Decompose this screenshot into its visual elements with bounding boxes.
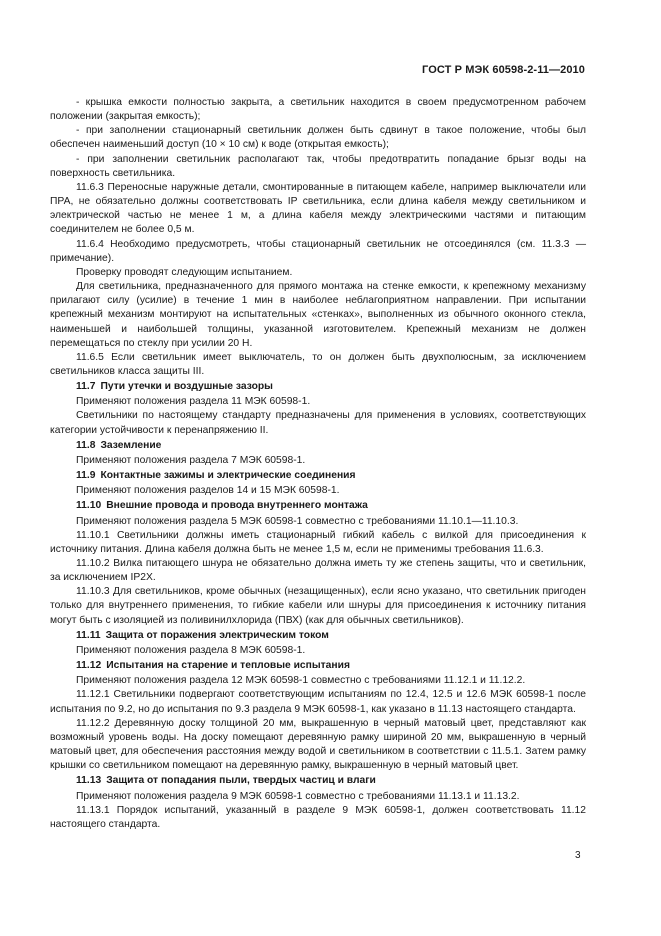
section-title: Защита от поражения электрическим током — [105, 629, 329, 641]
section-number: 11.12 — [76, 660, 102, 672]
section-heading-11-8 — [50, 439, 586, 453]
section-title: Защита от попадания пыли, твердых частиц и влаги — [106, 775, 376, 787]
section-title: Контактные зажимы и электрические соединения — [100, 470, 356, 482]
paragraph: Применяют положения раздела 12 МЭК 60598-1 совместно с требованиями 11.12.1 и 11.12.2. — [76, 675, 526, 687]
paragraph: 11.6.3 Переносные наружные детали, смонтированные в питающем кабеле, например выключатели или ПРА, не обязательно должны соответствовать IP светильника, если длина кабеля между светильником и электрической частью не менее 1 м, а длина кабеля между электрическими частями и питающим соединителем не более 0,5 м. — [50, 181, 586, 236]
section-heading-11-13 — [50, 774, 586, 788]
paragraph: Светильники по настоящему стандарту предназначены для применения в условиях, соответствующих категории устойчивости к перенапряжению II. — [50, 410, 586, 436]
section-heading-11-9 — [50, 469, 586, 483]
section-title: Заземление — [100, 439, 162, 451]
paragraph: Применяют положения разделов 14 и 15 МЭК 60598-1. — [76, 485, 340, 497]
section-heading-11-12 — [50, 659, 586, 673]
section-heading-11-10 — [50, 499, 586, 513]
section-title: Внешние провода и провода внутреннего монтажа — [106, 500, 368, 512]
section-heading-11-7 — [50, 380, 586, 394]
document-code-header: ГОСТ Р МЭК 60598-2-11—2010 — [422, 64, 585, 76]
section-heading-11-11 — [50, 629, 586, 643]
paragraph: 11.10.1 Светильники должны иметь стационарный гибкий кабель с вилкой для присоединения к источнику питания. Длина кабеля должна быть не менее 1,5 м, если не применимы требования 11.6.3. — [50, 529, 586, 555]
section-number: 11.13 — [76, 775, 102, 787]
paragraph: 11.10.3 Для светильников, кроме обычных (незащищенных), если ясно указано, что светильник пригоден только для внутреннего применения, то гибкие кабели или шнуры для присоединения к источнику питания могут быть с изоляцией из поливинилхлорида (ПВХ) (как для обычных светильников). — [50, 586, 586, 626]
paragraph: Проверку проводят следующим испытанием. — [76, 266, 293, 278]
section-number: 11.10 — [76, 500, 102, 512]
paragraph: 11.12.1 Светильники подвергают соответствующим испытаниям по 12.4, 12.5 и 12.6 МЭК 60598-1 после испытания по 9.2, но до испытания по 9.3 раздела 9 МЭК 60598-1, как указано в 11.13 настоящего стандарта. — [50, 689, 586, 715]
section-number: 11.9 — [76, 470, 96, 482]
paragraph: - крышка емкости полностью закрыта, а светильник находится в своем предусмотренном рабочем положении (закрытая емкость); — [50, 97, 586, 123]
page-number: 3 — [575, 850, 581, 861]
document-body — [50, 96, 586, 832]
paragraph: Применяют положения раздела 11 МЭК 60598-1. — [76, 396, 311, 408]
paragraph: Применяют положения раздела 5 МЭК 60598-1 совместно с требованиями 11.10.1—11.10.3. — [76, 515, 519, 527]
paragraph: 11.10.2 Вилка питающего шнура не обязательно должна иметь ту же степень защиты, что и светильник, за исключением IP2X. — [50, 558, 586, 584]
section-number: 11.11 — [76, 629, 101, 641]
section-number: 11.7 — [76, 381, 96, 393]
paragraph: Применяют положения раздела 7 МЭК 60598-1. — [76, 454, 306, 466]
section-title: Пути утечки и воздушные зазоры — [100, 381, 273, 393]
paragraph: 11.6.5 Если светильник имеет выключатель, то он должен быть двухполюсным, за исключением светильников класса защиты III. — [50, 351, 586, 377]
paragraph: Применяют положения раздела 8 МЭК 60598-1. — [76, 644, 306, 656]
section-title: Испытания на старение и тепловые испытания — [106, 660, 350, 672]
paragraph: Применяют положения раздела 9 МЭК 60598-1 совместно с требованиями 11.13.1 и 11.13.2. — [76, 790, 520, 802]
paragraph: Для светильника, предназначенного для прямого монтажа на стенке емкости, к крепежному механизму прилагают силу (усилие) в течение 1 мин в наиболее неблагоприятном направлении. При испытании крепежный механизм монтируют на испытательных «стенках», выполненных из обычного оконного стекла, наименьшей и наибольшей толщины, указанной изготовителем. Крепежный механизм не должен перемещаться по стеклу при усилии 20 Н. — [50, 281, 586, 349]
paragraph: - при заполнении стационарный светильник должен быть сдвинут в такое положение, чтобы был обеспечен наименьший доступ (10 × 10 см) к воде (открытая емкость); — [50, 125, 586, 151]
paragraph: - при заполнении светильник располагают так, чтобы предотвратить попадание брызг воды на поверхность светильника. — [50, 153, 586, 179]
paragraph: 11.12.2 Деревянную доску толщиной 20 мм, выкрашенную в черный матовый цвет, представляют как возможный уровень воды. На доску помещают деревянную рамку шириной 20 мм, выкрашенную в черный матовый цвет, для обеспечения расстояния между водой и светильником в соответствии с 11.5.1. Затем рамку крышки со светильником помещают на деревянную рамку, выкрашенную в черный матовый цвет. — [50, 717, 586, 772]
section-number: 11.8 — [76, 439, 96, 451]
paragraph: 11.13.1 Порядок испытаний, указанный в разделе 9 МЭК 60598-1, должен соответствовать 11.12 настоящего стандарта. — [50, 804, 586, 830]
paragraph: 11.6.4 Необходимо предусмотреть, чтобы стационарный светильник не отсоединялся (см. 11.3.3 — примечание). — [50, 238, 586, 264]
